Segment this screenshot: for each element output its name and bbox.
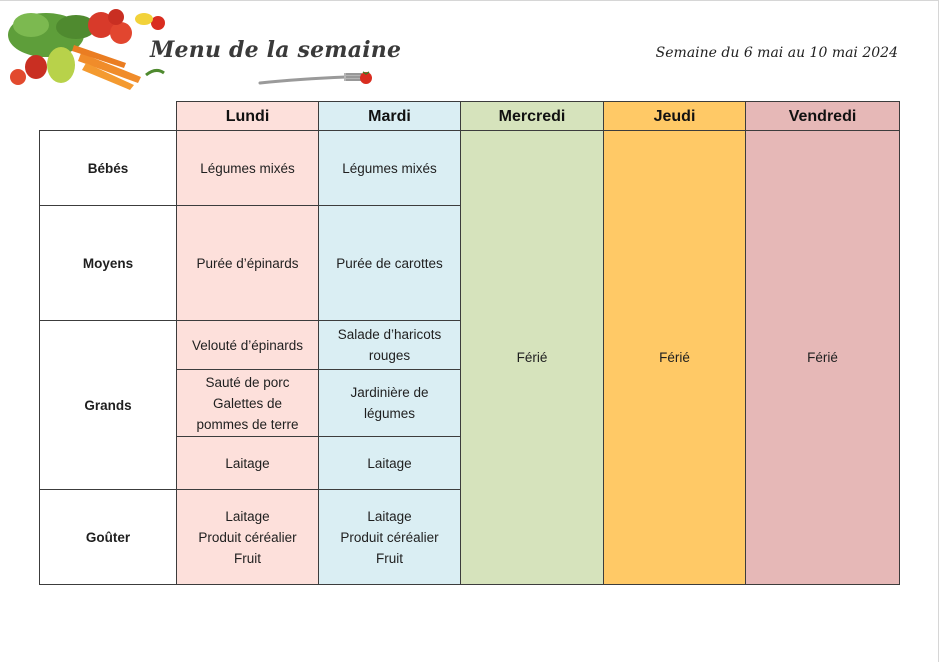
header-blank [40,102,177,131]
text-line: Laitage [367,508,412,524]
cell-mardi-grands-entree [319,321,461,370]
day-header-vendredi: Vendredi [746,102,900,131]
cell-vendredi-ferie: Férié [746,131,900,585]
cell-lundi-moyens: Purée d’épinards [177,206,319,321]
cell-mardi-gouter [319,490,461,585]
cell-jeudi-ferie: Férié [604,131,746,585]
page-title: Menu de la semaine [150,37,402,63]
text-line: Produit céréalier [198,529,297,545]
menu-table [39,101,900,585]
day-header-mardi: Mardi [319,102,461,131]
text-line: Laitage [225,508,270,524]
text-line: Sauté de porc [205,374,290,390]
text-line: Produit céréalier [340,529,439,545]
text-line: Salade d’haricots [337,327,442,342]
category-grands: Grands [40,321,177,490]
category-moyens: Moyens [40,206,177,321]
cell-lundi-bebes: Légumes mixés [177,131,319,206]
cell-mardi-grands-plat [319,370,461,437]
cell-mardi-grands-dessert: Laitage [319,437,461,490]
day-header-mercredi: Mercredi [461,102,604,131]
text-line: légumes [363,406,416,421]
cell-lundi-gouter [177,490,319,585]
text-line: Jardinière de [350,385,429,400]
header-row [40,102,900,131]
cell-lundi-grands-dessert: Laitage [177,437,319,490]
cell-mardi-bebes: Légumes mixés [319,131,461,206]
text-line: Fruit [376,550,403,566]
day-header-jeudi: Jeudi [604,102,746,131]
cell-lundi-grands-plat [177,370,319,437]
category-bebes: Bébés [40,131,177,206]
text-line: Galettes de [212,395,283,411]
text-line: pommes de terre [196,416,299,432]
cell-mardi-moyens: Purée de carottes [319,206,461,321]
cell-lundi-grands-entree: Velouté d’épinards [177,321,319,370]
fork-tomato-icon [258,67,376,89]
row-bebes [40,131,900,206]
cell-mercredi-ferie: Férié [461,131,604,585]
day-header-lundi: Lundi [177,102,319,131]
week-range: Semaine du 6 mai au 10 mai 2024 [655,45,898,61]
text-line: rouges [368,348,411,363]
category-gouter: Goûter [40,490,177,585]
text-line: Fruit [234,550,261,566]
